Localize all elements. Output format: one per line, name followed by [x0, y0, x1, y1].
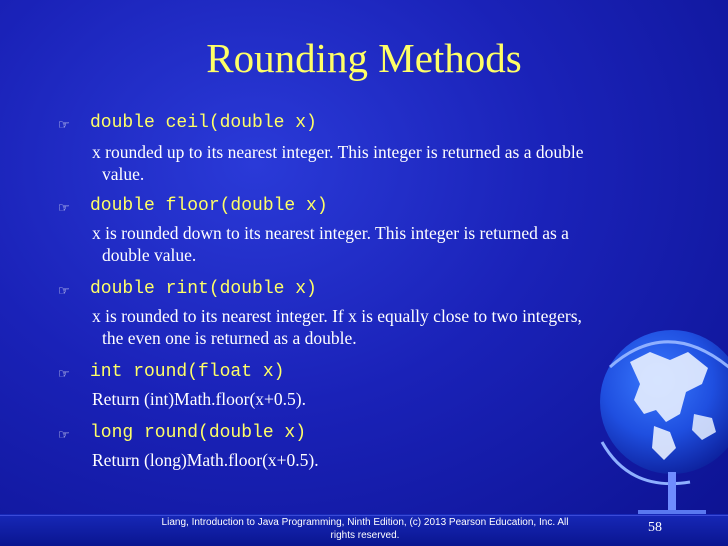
slide-title: Rounding Methods [206, 35, 522, 81]
description-line: the even one is returned as a double. [102, 328, 357, 348]
description-line: Return (long)Math.floor(x+0.5). [92, 450, 319, 470]
footer-line: Liang, Introduction to Java Programming, Ninth Edition, (c) 2013 Pearson Education, Inc. All [161, 517, 569, 528]
footer-line: rights reserved. [330, 530, 400, 541]
method-signature: double rint(double x) [90, 279, 317, 299]
method-signature: double ceil(double x) [90, 113, 317, 133]
page-number: 58 [648, 520, 662, 535]
pointing-hand-icon: ☞ [58, 427, 70, 442]
description-line: value. [102, 164, 145, 184]
globe-icon [590, 322, 728, 522]
footer-copyright [120, 516, 610, 542]
description-line: Return (int)Math.floor(x+0.5). [92, 389, 306, 409]
pointing-hand-icon: ☞ [58, 200, 70, 215]
method-signature: long round(double x) [90, 423, 307, 443]
description-line: x rounded up to its nearest integer. This integer is returned as a double [92, 142, 584, 162]
method-description [92, 141, 692, 185]
description-line: double value. [102, 245, 197, 265]
method-description [92, 222, 692, 266]
pointing-hand-icon: ☞ [58, 117, 70, 132]
method-signature: int round(float x) [90, 362, 285, 382]
description-line: x is rounded to its nearest integer. If x is equally close to two integers, [92, 306, 582, 326]
description-line: x is rounded down to its nearest integer. This integer is returned as a [92, 223, 569, 243]
pointing-hand-icon: ☞ [58, 283, 70, 298]
pointing-hand-icon: ☞ [58, 366, 70, 381]
method-signature: double floor(double x) [90, 196, 328, 216]
